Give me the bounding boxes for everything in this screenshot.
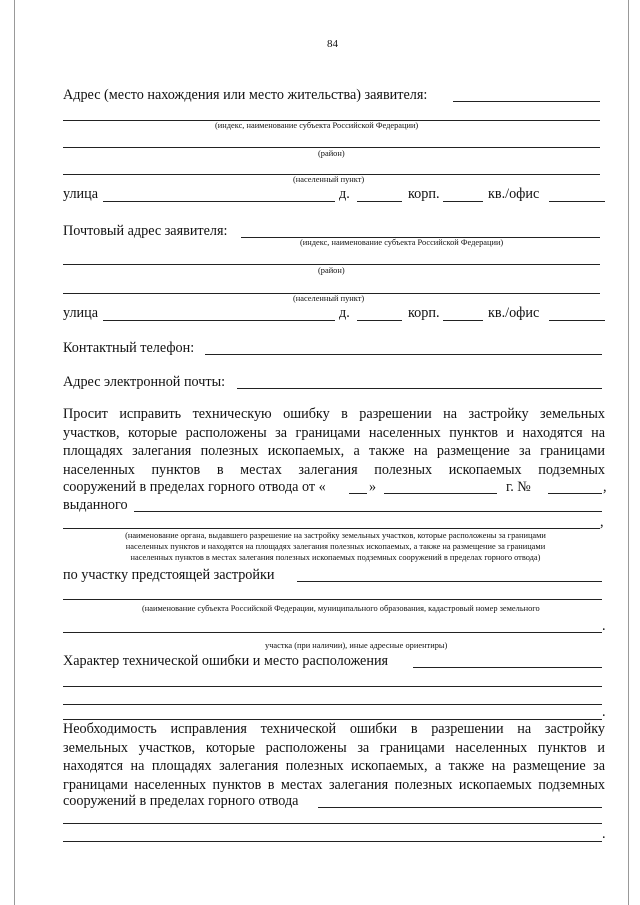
necessity-field-3[interactable]: [63, 841, 602, 842]
postal-street-field[interactable]: [103, 320, 335, 321]
request-line-3: площадях залегания полезных ископаемых, а также на размещение за границами: [63, 443, 605, 460]
applicant-address-field[interactable]: [453, 101, 600, 102]
postal-apartment-field[interactable]: [549, 320, 605, 321]
request-line-1: Просит исправить техническую ошибку в разрешении на застройку земельных: [63, 406, 605, 422]
necessity-line-4: границами населенных пунктов в местах залегания полезных ископаемых подземных: [63, 776, 605, 793]
issued-by-label: выданного: [63, 497, 128, 513]
postal-apartment-label: кв./офис: [488, 305, 540, 321]
postal-region-hint: (индекс, наименование субъекта Российской Федерации): [300, 238, 504, 247]
postal-address-label: Почтовый адрес заявителя:: [63, 223, 228, 239]
necessity-last-line: сооружений в пределах горного отвода: [63, 793, 299, 809]
issued-by-field[interactable]: [134, 511, 602, 512]
applicant-building-label: корп.: [408, 186, 440, 202]
issuer-note: [63, 530, 608, 563]
error-period: .: [602, 704, 606, 720]
postal-house-field[interactable]: [357, 320, 402, 321]
plot-period: .: [602, 618, 606, 634]
necessity-field[interactable]: [318, 807, 602, 808]
applicant-apartment-label: кв./офис: [488, 186, 540, 202]
contact-phone-label: Контактный телефон:: [63, 340, 195, 356]
plot-field-3[interactable]: [63, 632, 602, 633]
necessity-field-2[interactable]: [63, 823, 602, 824]
plot-note-1: (наименование субъекта Российской Федерации, муниципального образования, кадастровый номер земельного: [142, 604, 540, 613]
email-field[interactable]: [237, 388, 602, 389]
page-number: 84: [327, 38, 338, 50]
issued-by-comma: ,: [600, 514, 604, 530]
necessity-line-2: земельных участков, которые расположены за границами населенных пунктов и: [63, 739, 605, 756]
contact-phone-field[interactable]: [205, 354, 602, 355]
plot-field-2[interactable]: [63, 599, 602, 600]
request-line-2: участков, которые расположены за границами населенных пунктов и находятся на: [63, 424, 605, 441]
applicant-street-field[interactable]: [103, 201, 335, 202]
necessity-paragraph: [63, 720, 605, 794]
error-field[interactable]: [413, 667, 602, 668]
applicant-district-field[interactable]: [63, 147, 600, 148]
error-field-2[interactable]: [63, 686, 602, 687]
request-month-field[interactable]: [384, 493, 497, 494]
request-day-field[interactable]: [349, 493, 367, 494]
issuer-note-line-2: населенных пунктов и находятся на площадях залегания полезных ископаемых, а также на размещение за границами: [125, 542, 546, 551]
applicant-street-label: улица: [63, 186, 99, 202]
page-edge-left: [14, 0, 15, 905]
request-paragraph: [63, 405, 605, 479]
plot-field[interactable]: [297, 581, 602, 582]
request-line-4: населенных пунктов в местах залегания полезных ископаемых подземных: [63, 461, 605, 478]
error-field-3[interactable]: [63, 704, 602, 705]
request-number-field[interactable]: [548, 493, 602, 494]
plot-note-2: участка (при наличии), иные адресные ориентиры): [265, 641, 448, 650]
postal-building-field[interactable]: [443, 320, 483, 321]
issuer-note-line-3: населенных пунктов в местах залегания полезных ископаемых подземных сооружений в пределах горного отвода): [130, 553, 541, 562]
applicant-region-hint: (индекс, наименование субъекта Российской Федерации): [215, 121, 419, 130]
necessity-line-3: находятся на площадях залегания полезных ископаемых, а также на размещение за: [63, 758, 605, 775]
postal-street-label: улица: [63, 305, 99, 321]
applicant-address-label: Адрес (место нахождения или место жительства) заявителя:: [63, 87, 428, 103]
plot-label: по участку предстоящей застройки: [63, 567, 275, 583]
necessity-period: .: [602, 826, 606, 842]
applicant-apartment-field[interactable]: [549, 201, 605, 202]
error-label: Характер технической ошибки и место расположения: [63, 653, 389, 669]
necessity-line-1: Необходимость исправления технической ошибки в разрешении на застройку: [63, 721, 605, 737]
request-comma: ,: [603, 479, 607, 495]
request-date-prefix: сооружений в пределах горного отвода от «: [63, 479, 326, 495]
applicant-district-hint: (район): [318, 149, 345, 158]
issuer-note-line-1: (наименование органа, выдавшего разрешение на застройку земельных участков, которые расположены за границами: [125, 531, 546, 540]
postal-house-label: д.: [339, 305, 350, 321]
applicant-building-field[interactable]: [443, 201, 483, 202]
applicant-house-label: д.: [339, 186, 350, 202]
postal-district-hint: (район): [318, 266, 345, 275]
postal-building-label: корп.: [408, 305, 440, 321]
request-year-suffix: г. №: [506, 479, 531, 495]
email-label: Адрес электронной почты:: [63, 374, 226, 390]
request-date-close: »: [369, 479, 377, 495]
postal-district-field[interactable]: [63, 264, 600, 265]
postal-locality-hint: (населенный пункт): [293, 294, 365, 303]
applicant-house-field[interactable]: [357, 201, 402, 202]
page-edge-right: [628, 0, 629, 905]
issued-by-field-2[interactable]: [63, 528, 600, 529]
applicant-locality-hint: (населенный пункт): [293, 175, 365, 184]
